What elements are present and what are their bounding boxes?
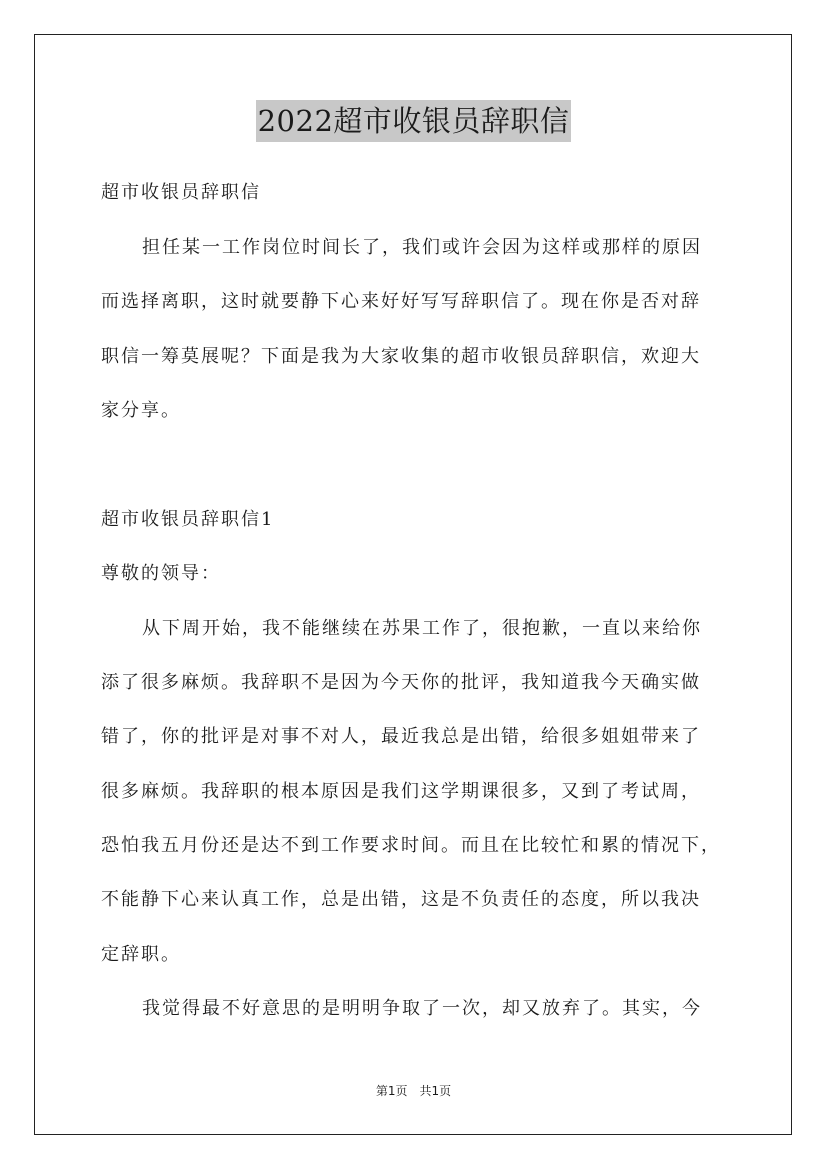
body-line-7: 定辞职。 [101, 944, 181, 965]
body-line-4: 很多麻烦。我辞职的根本原因是我们这学期课很多，又到了考试周， [101, 781, 701, 802]
document-title: 2022超市收银员辞职信 [256, 100, 572, 142]
intro-line-4: 家分享。 [101, 400, 181, 421]
body-line-6: 不能静下心来认真工作，总是出错，这是不负责任的态度，所以我决 [101, 889, 701, 910]
body-line-5: 恐怕我五月份还是达不到工作要求时间。而且在比较忙和累的情况下， [101, 835, 721, 856]
body-line-3: 错了，你的批评是对事不对人，最近我总是出错，给很多姐姐带来了 [101, 726, 701, 747]
intro-line-3: 职信一筹莫展呢？下面是我为大家收集的超市收银员辞职信，欢迎大 [101, 346, 701, 367]
body-line-2: 添了很多麻烦。我辞职不是因为今天你的批评，我知道我今天确实做 [101, 672, 701, 693]
page-footer: 第1页 共1页 [375, 1084, 452, 1098]
title-container [0, 100, 827, 142]
intro-line-2: 而选择离职，这时就要静下心来好好写写辞职信了。现在你是否对辞 [101, 291, 701, 312]
document-subtitle: 超市收银员辞职信 [101, 182, 261, 203]
salutation: 尊敬的领导： [101, 563, 221, 584]
intro-line-1: 担任某一工作岗位时间长了，我们或许会因为这样或那样的原因 [142, 237, 702, 258]
body-line-1: 从下周开始，我不能继续在苏果工作了，很抱歉，一直以来给你 [142, 618, 702, 639]
body-line-8: 我觉得最不好意思的是明明争取了一次，却又放弃了。其实，今 [142, 998, 702, 1019]
section-heading: 超市收银员辞职信1 [101, 509, 275, 530]
